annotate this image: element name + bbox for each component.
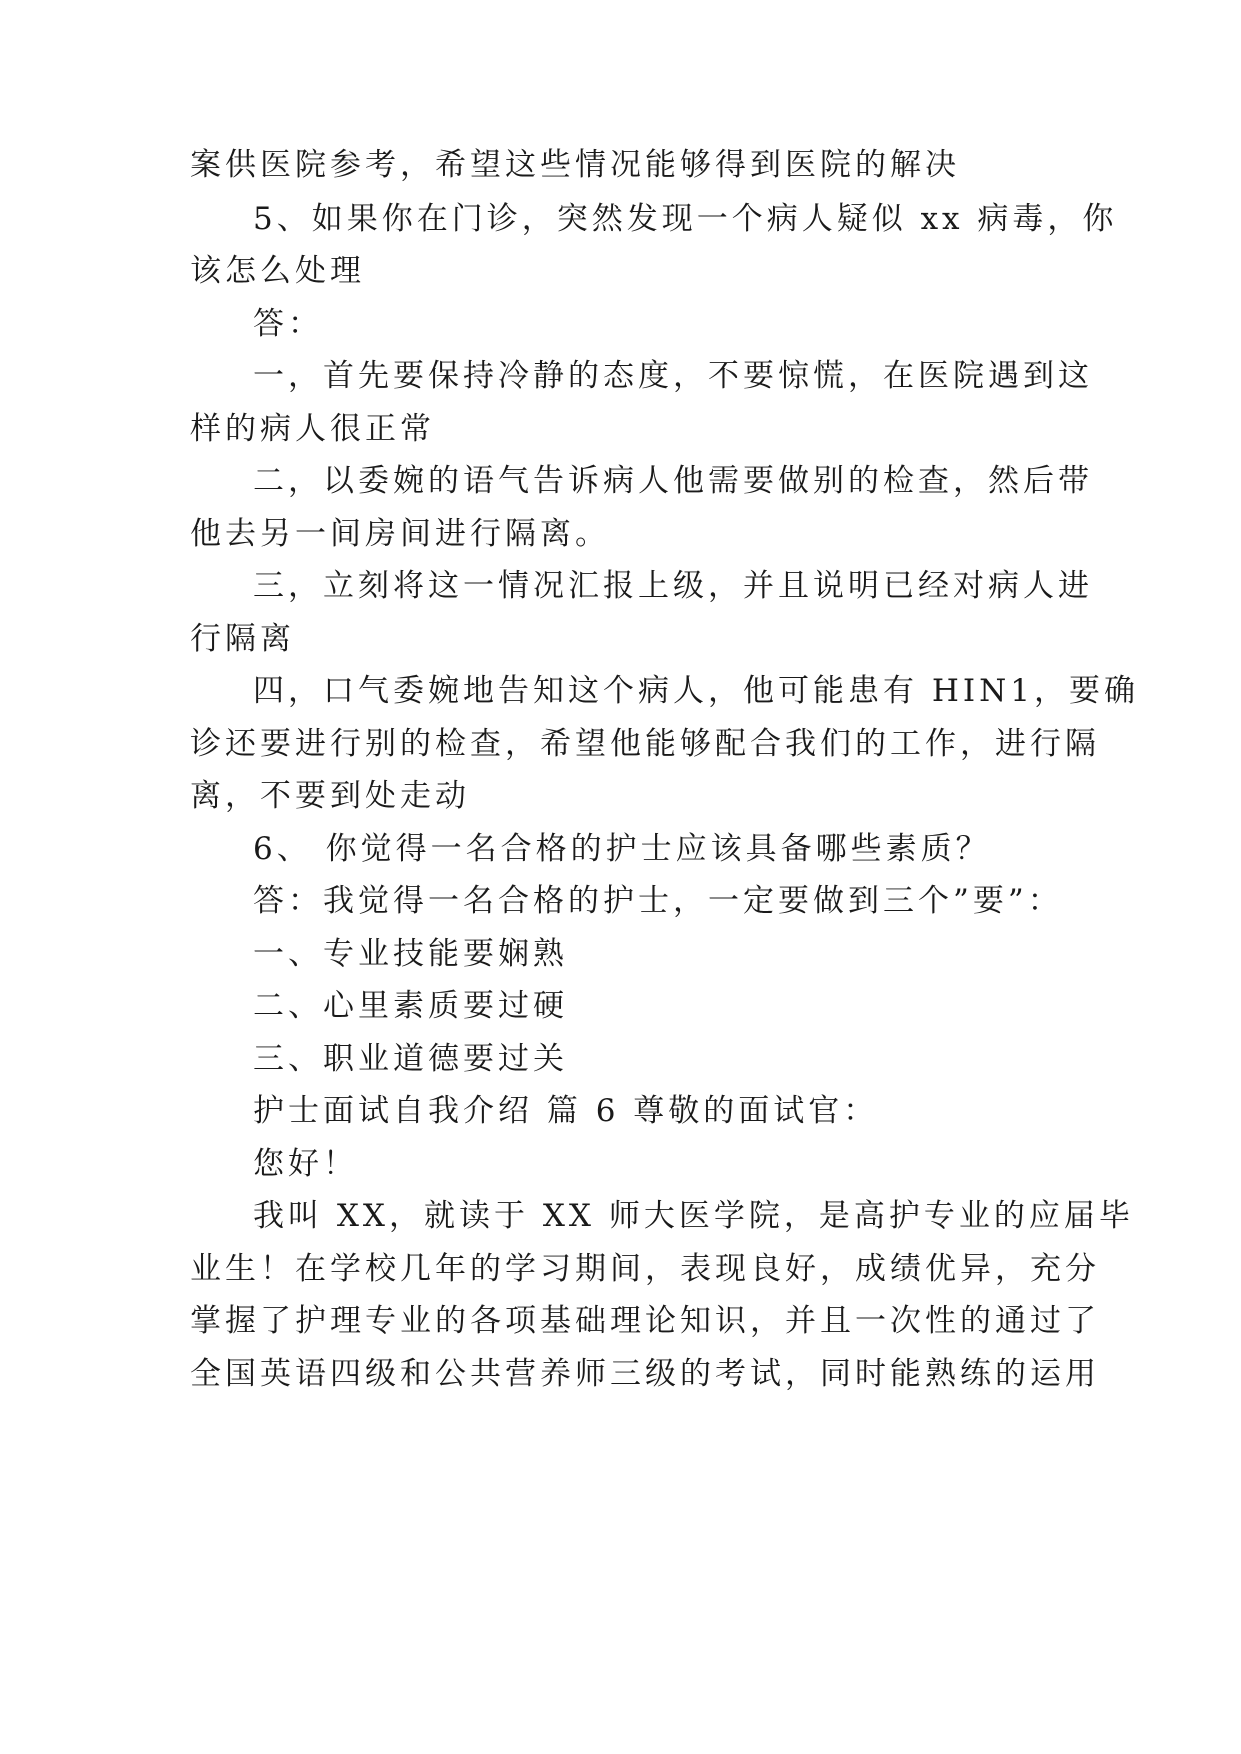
paragraph-start: 我叫 XX，就读于 XX 师大医学院，是高护专业的应届毕: [253, 1198, 1134, 1234]
list-item: 二、心里素质要过硬: [253, 988, 568, 1024]
text-line: 离，不要到处走动: [190, 778, 470, 814]
question-5-line: 5、如果你在门诊，突然发现一个病人疑似 xx 病毒，你: [253, 201, 1118, 237]
text-line: 掌握了护理专业的各项基础理论知识，并且一次性的通过了: [190, 1303, 1100, 1339]
text-line: 业生！在学校几年的学习期间，表现良好，成绩优异，充分: [190, 1251, 1100, 1287]
text-line: 他去另一间房间进行隔离。: [190, 516, 610, 552]
greeting: 您好！: [253, 1146, 358, 1182]
text-line: 该怎么处理: [190, 253, 365, 289]
text-line: 行隔离: [190, 621, 295, 657]
text-line: 样的病人很正常: [190, 411, 435, 447]
section-heading: 护士面试自我介绍 篇 6 尊敬的面试官：: [253, 1093, 879, 1129]
text-line: 全国英语四级和公共营养师三级的考试，同时能熟练的运用: [190, 1356, 1100, 1392]
answer-point-2: 二，以委婉的语气告诉病人他需要做别的检查，然后带: [253, 463, 1093, 499]
text-line: 案供医院参考，希望这些情况能够得到医院的解决: [190, 147, 960, 183]
list-item: 三、职业道德要过关: [253, 1041, 568, 1077]
list-item: 一、专业技能要娴熟: [253, 936, 568, 972]
text-line: 诊还要进行别的检查，希望他能够配合我们的工作，进行隔: [190, 726, 1100, 762]
answer-point-4: 四，口气委婉地告知这个病人，他可能患有 HIN1，要确: [253, 673, 1139, 709]
question-6-line: 6、 你觉得一名合格的护士应该具备哪些素质？: [253, 831, 991, 867]
answer-point-1: 一，首先要保持冷静的态度，不要惊慌，在医院遇到这: [253, 358, 1093, 394]
answer-line: 答：我觉得一名合格的护士，一定要做到三个”要”：: [253, 883, 1063, 919]
answer-point-3: 三，立刻将这一情况汇报上级，并且说明已经对病人进: [253, 568, 1093, 604]
answer-label: 答：: [253, 306, 323, 342]
